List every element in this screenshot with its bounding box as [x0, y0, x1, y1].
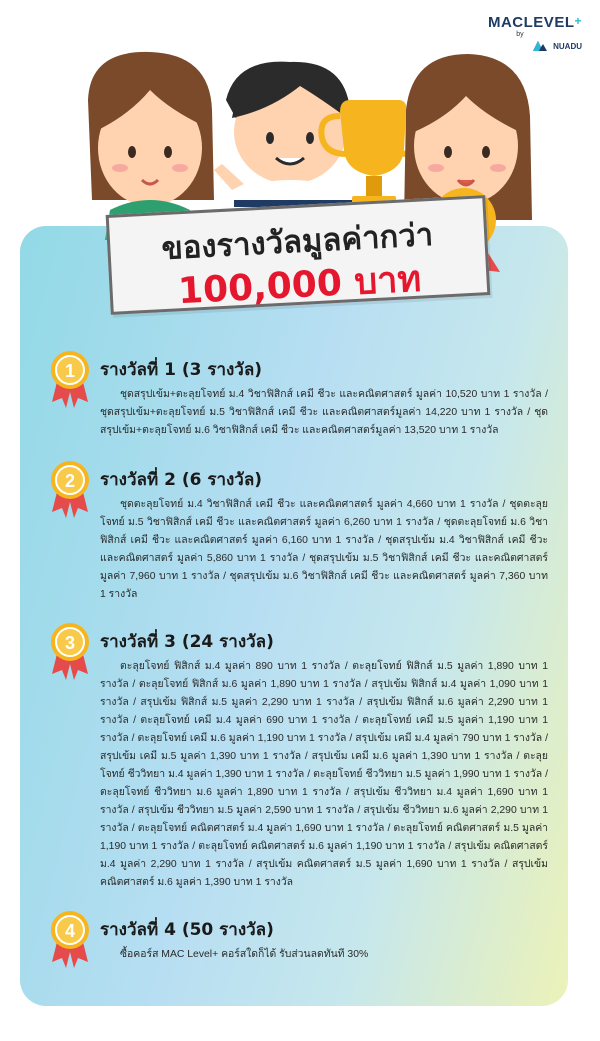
prize-4-title: รางวัลที่ 4 (50 รางวัล): [100, 920, 274, 940]
prize-3-description: ตะลุยโจทย์ ฟิสิกส์ ม.4 มูลค่า 890 บาท 1 รางวัล / ตะลุยโจทย์ ฟิสิกส์ ม.5 มูลค่า 1,890 บาท 1 รางวัล / ตะลุยโจทย์ ฟิสิกส์ ม.6 มูลค่า 1,890 บาท 1 รางวัล / สรุปเข้ม ฟิสิกส์ ม.4 มูลค่า 1,090 บาท 1 รางวัล / สรุปเข้ม ฟิสิกส์ ม.5 มูลค่า 2,290 บาท 1 รางวัล / สรุปเข้ม ฟิสิกส์ ม.6 มูลค่า 2,290 บาท 1 รางวัล / ตะลุยโจทย์ เคมี ม.4 มูลค่า 690 บาท 1 รางวัล / ตะลุยโจทย์ เคมี ม.5 มูลค่า 1,190 บาท 1 รางวัล / ตะลุยโจทย์ เคมี ม.6 มูลค่า 1,190 บาท 1 รางวัล / สรุปเข้ม เคมี ม.4 มูลค่า 790 บาท 1 รางวัล / สรุปเข้ม เคมี ม.5 มูลค่า 1,390 บาท 1 รางวัล / สรุปเข้ม เคมี ม.6 มูลค่า 1,390 บาท 1 รางวัล / ตะลุยโจทย์ ชีววิทยา ม.4 มูลค่า 1,390 บาท 1 รางวัล / ตะลุยโจทย์ ชีววิทยา ม.5 มูลค่า 1,990 บาท 1 รางวัล / ตะลุยโจทย์ ชีววิทยา ม.6 มูลค่า 1,890 บาท 1 รางวัล / สรุปเข้ม ชีววิทยา ม.4 มูลค่า 1,690 บาท 1 รางวัล / สรุปเข้ม ชีววิทยา ม.5 มูลค่า 2,590 บาท 1 รางวัล / สรุปเข้ม ชีววิทยา ม.6 มูลค่า 2,290 บาท 1 รางวัล / ตะลุยโจทย์ คณิตศาสตร์ ม.4 มูลค่า 1,690 บาท 1 รางวัล / ตะลุยโจทย์ คณิตศาสตร์ ม.5 มูลค่า 1,190 บาท 1 รางวัล / ตะลุยโจทย์ คณิตศาสตร์ ม.6 มูลค่า 1,190 บาท 1 รางวัล / สรุปเข้ม คณิตศาสตร์ ม.4 มูลค่า 2,290 บาท 1 รางวัล / สรุปเข้ม คณิตศาสตร์ ม.5 มูลค่า 1,690 บาท 1 รางวัล / สรุปเข้ม คณิตศาสตร์ ม.6 มูลค่า 1,390 บาท 1 รางวัล: [100, 661, 548, 888]
medal-4-number: 4: [64, 921, 76, 941]
partner-name: NUADU: [553, 41, 582, 51]
banner-title: ของรางวัลมูลค่ากว่า: [160, 216, 434, 268]
medal-1-number: 1: [64, 361, 76, 381]
medal-3-icon: [48, 622, 92, 680]
medal-4-icon: [48, 910, 92, 968]
prize-1-title: รางวัลที่ 1 (3 รางวัล): [100, 360, 263, 380]
medal-2-number: 2: [64, 471, 76, 491]
medal-2-icon: [48, 460, 92, 518]
logo-by-text: by: [516, 31, 524, 38]
prize-4-description: ซื้อคอร์ส MAC Level+ คอร์สใดก็ได้ รับส่วนลดทันที 30%: [120, 949, 369, 960]
prize-section-3: [48, 622, 548, 902]
banner-amount: 100,000 บาท: [177, 258, 423, 313]
prize-2-description: ชุดตะลุยโจทย์ ม.4 วิชาฟิสิกส์ เคมี ชีวะ และคณิตศาสตร์ มูลค่า 4,660 บาท 1 รางวัล / ชุดตะลุยโจทย์ ม.5 วิชาฟิสิกส์ เคมี ชีวะ และคณิตศาสตร์ มูลค่า 6,260 บาท 1 รางวัล / ชุดตะลุยโจทย์ ม.6 วิชาฟิสิกส์ เคมี ชีวะ และคณิตศาสตร์ มูลค่า 6,160 บาท 1 รางวัล / ชุดสรุปเข้ม ม.4 วิชาฟิสิกส์ เคมี ชีวะ และคณิตศาสตร์ มูลค่า 5,860 บาท 1 รางวัล / ชุดสรุปเข้ม ม.5 วิชาฟิสิกส์ เคมี ชีวะ และคณิตศาสตร์ มูลค่า 7,960 บาท 1 รางวัล / ชุดสรุปเข้ม ม.6 วิชาฟิสิกส์ เคมี ชีวะ และคณิตศาสตร์ มูลค่า 7,360 บาท 1 รางวัล: [100, 499, 548, 600]
prize-section-4: [48, 910, 548, 980]
headline-banner: [106, 195, 491, 315]
prize-section-2: [48, 460, 548, 610]
prize-section-1: [48, 350, 548, 440]
prize-2-title: รางวัลที่ 2 (6 รางวัล): [100, 470, 263, 490]
medal-3-number: 3: [64, 633, 76, 653]
medal-1-icon: [48, 350, 92, 408]
logo-wordmark: MACLEVEL+: [487, 14, 582, 31]
prize-1-description: ชุดสรุปเข้ม+ตะลุยโจทย์ ม.4 วิชาฟิสิกส์ เคมี ชีวะ และคณิตศาสตร์ มูลค่า 10,520 บาท 1 รางวัล / ชุดสรุปเข้ม+ตะลุยโจทย์ ม.5 วิชาฟิสิกส์ เคมี ชีวะ และคณิตศาสตร์มูลค่า 14,220 บาท 1 รางวัล / ชุดสรุปเข้ม+ตะลุยโจทย์ ม.6 วิชาฟิสิกส์ เคมี ชีวะ และคณิตศาสตร์มูลค่า 13,520 บาท 1 รางวัล: [100, 389, 548, 436]
prize-3-title: รางวัลที่ 3 (24 รางวัล): [100, 632, 274, 652]
